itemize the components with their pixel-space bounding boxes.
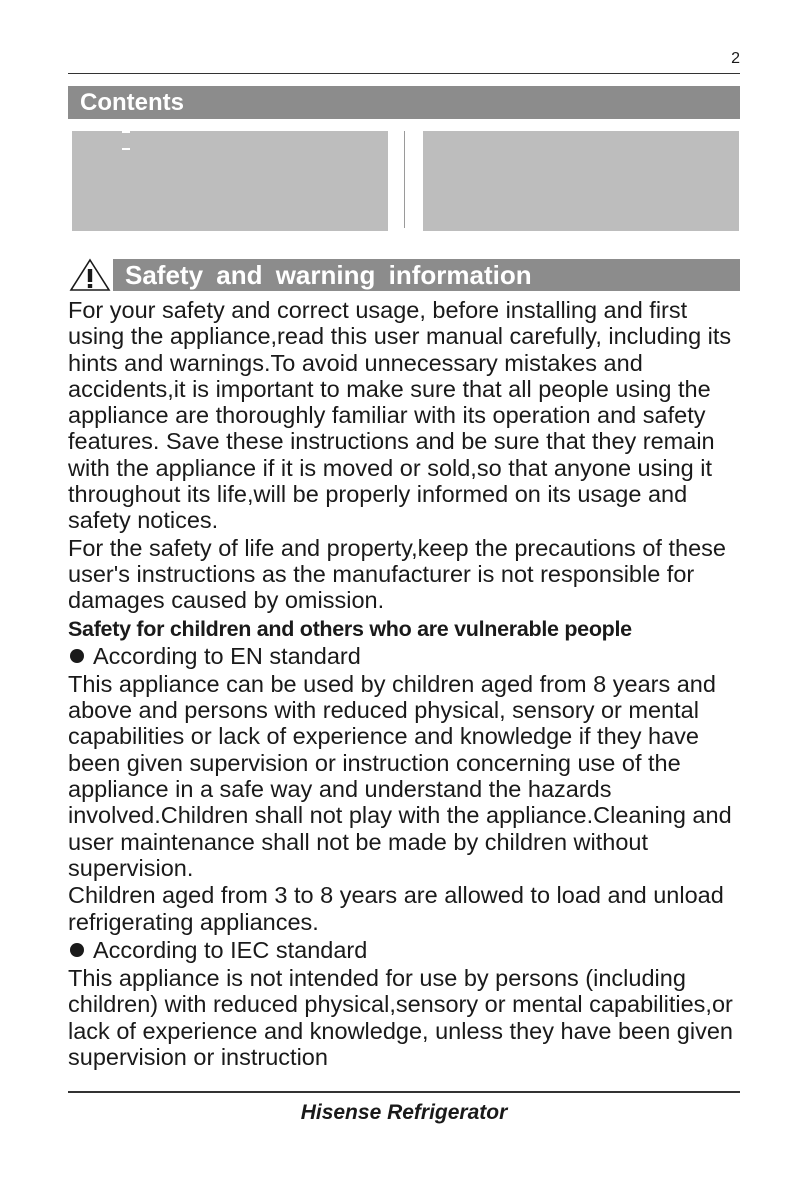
toc-left-panel [72,131,388,231]
children-safety-heading: Safety for children and others who are vulnerable people [68,616,632,641]
intro-paragraph: For your safety and correct usage, before installing and first using the appliance,read this user manual carefully, including its hints and warnings.To avoid unnecessary mistakes and accidents,it is important to make sure that all people using the appliance are thoroughly familiar with its operation and safety features. Save these instructions and be sure that they remain with the appliance if it is moved or sold,so that anyone using it throughout its life,will be properly informed on its usage and safety notices. [68,297,732,534]
page-number: 2 [731,50,740,67]
en-standard-bullet [68,643,748,669]
iec-standard-paragraph: This appliance is not intended for use by persons (including children) with reduced physical,sensory or mental capabilities,or lack of experience and knowledge, unless they have been given supervision or instruction [68,965,733,1071]
bullet-dot-icon [70,649,84,663]
toc-right-panel [423,131,739,231]
en-standard-label: According to EN standard [93,642,361,669]
body-text [68,297,748,1070]
bottom-rule [68,1091,740,1093]
iec-standard-bullet [68,937,748,963]
en-standard-paragraph: This appliance can be used by children aged from 8 years and above and persons with reduced physical, sensory or mental capabilities or lack of experience and knowledge if they have been given supervision or instruction concerning use of the appliance in a safe way and understand the hazards involved.Children shall not play with the appliance.Cleaning and user maintenance shall not be made by children without supervision. [68,670,732,881]
warning-triangle-icon [68,258,112,292]
children-load-paragraph: Children aged from 3 to 8 years are allowed to load and unload refrigerating appliances. [68,882,724,935]
bullet-dot-icon [70,943,84,957]
toc-mark [122,131,130,133]
toc-mark [122,148,130,150]
safety-title: Safety and warning information [125,260,532,290]
safety-section-header [68,258,740,292]
contents-header-bar [68,86,740,119]
top-rule [68,73,740,74]
iec-standard-label: According to IEC standard [93,936,368,963]
safety-title-bar [113,259,740,291]
responsibility-paragraph: For the safety of life and property,keep the precautions of these user's instructions as the manufacturer is not responsible for damages caused by omission. [68,534,726,614]
footer-brand: Hisense Refrigerator [300,1101,508,1124]
toc-divider [404,131,405,228]
contents-title: Contents [80,89,184,116]
